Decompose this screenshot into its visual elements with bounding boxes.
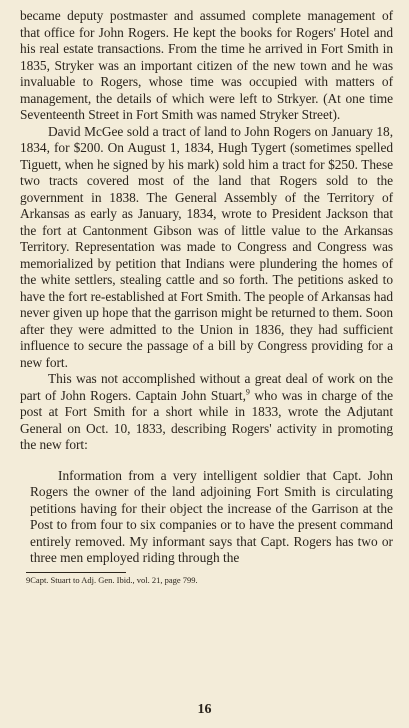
paragraph-captain-stuart [20,371,393,454]
footnote-divider [26,572,126,573]
paragraph-stryker: became deputy postmaster and assumed complete management of that office for John Rogers. He kept the books for Rogers' Hotel and his real estate transactions. From the time he arrived in Fort Smith in 1835, Stryker was an important citizen of the new town and he was invaluable to Rogers, whose time was occupied with matters of management, the details of which were left to Strkyer. (At one time Seventeenth Street in Fort Smith was named Stryker Street). [20,8,393,122]
page-number: 16 [197,702,212,717]
paragraph-captain-stuart-text: This was not accomplished without a great deal of work on the part of John Rogers. Captain John Stuart, [20,371,393,403]
footnote-marker: 9 [245,387,250,397]
paragraph-land-sales: David McGee sold a tract of land to John Rogers on January 18, 1834, for $200. On August 1, 1834, Hugh Tygert (sometimes spelled Tiguett, when he signed by his mark) sold him a tract for $250. These two tracts covered most of the land that Rogers sold to the government in 1838. The General Assembly of the Territory of Arkansas as early as January, 1834, wrote to President Jackson that the fort at Cantonment Gibson was of little value to the Arkansas Territory. Representation was made to Congress and Congress was memorialized by petition that Indians were plundering the homes of the white settlers, stealing cattle and so forth. The petitions asked to have the fort re-established at Fort Smith. The people of Arkansas had never given up hope that the garrison might be returned to them. Soon after they were admitted to the Union in 1836, they had sufficient influence to secure the passage of a bill by Congress providing for a new fort. [20,123,393,370]
footnote: 9Capt. Stuart to Adj. Gen. Ibid., vol. 21, page 799. [26,574,198,585]
paragraph-captain-stuart-continued: who was in charge of the post at Fort Smith for a short while in 1833, wrote the Adjutant General on Oct. 10, 1833, describing Rogers' activity in promoting the new fort: [20,387,393,452]
block-quote: Information from a very intelligent soldier that Capt. John Rogers the owner of the land adjoining Fort Smith is circulating petitions having for their object the increase of the Garrison at the Post to from four to six companies or to have the present command entirely removed. My informant says that Capt. Rogers has two or three men employed riding through the [30,467,393,565]
